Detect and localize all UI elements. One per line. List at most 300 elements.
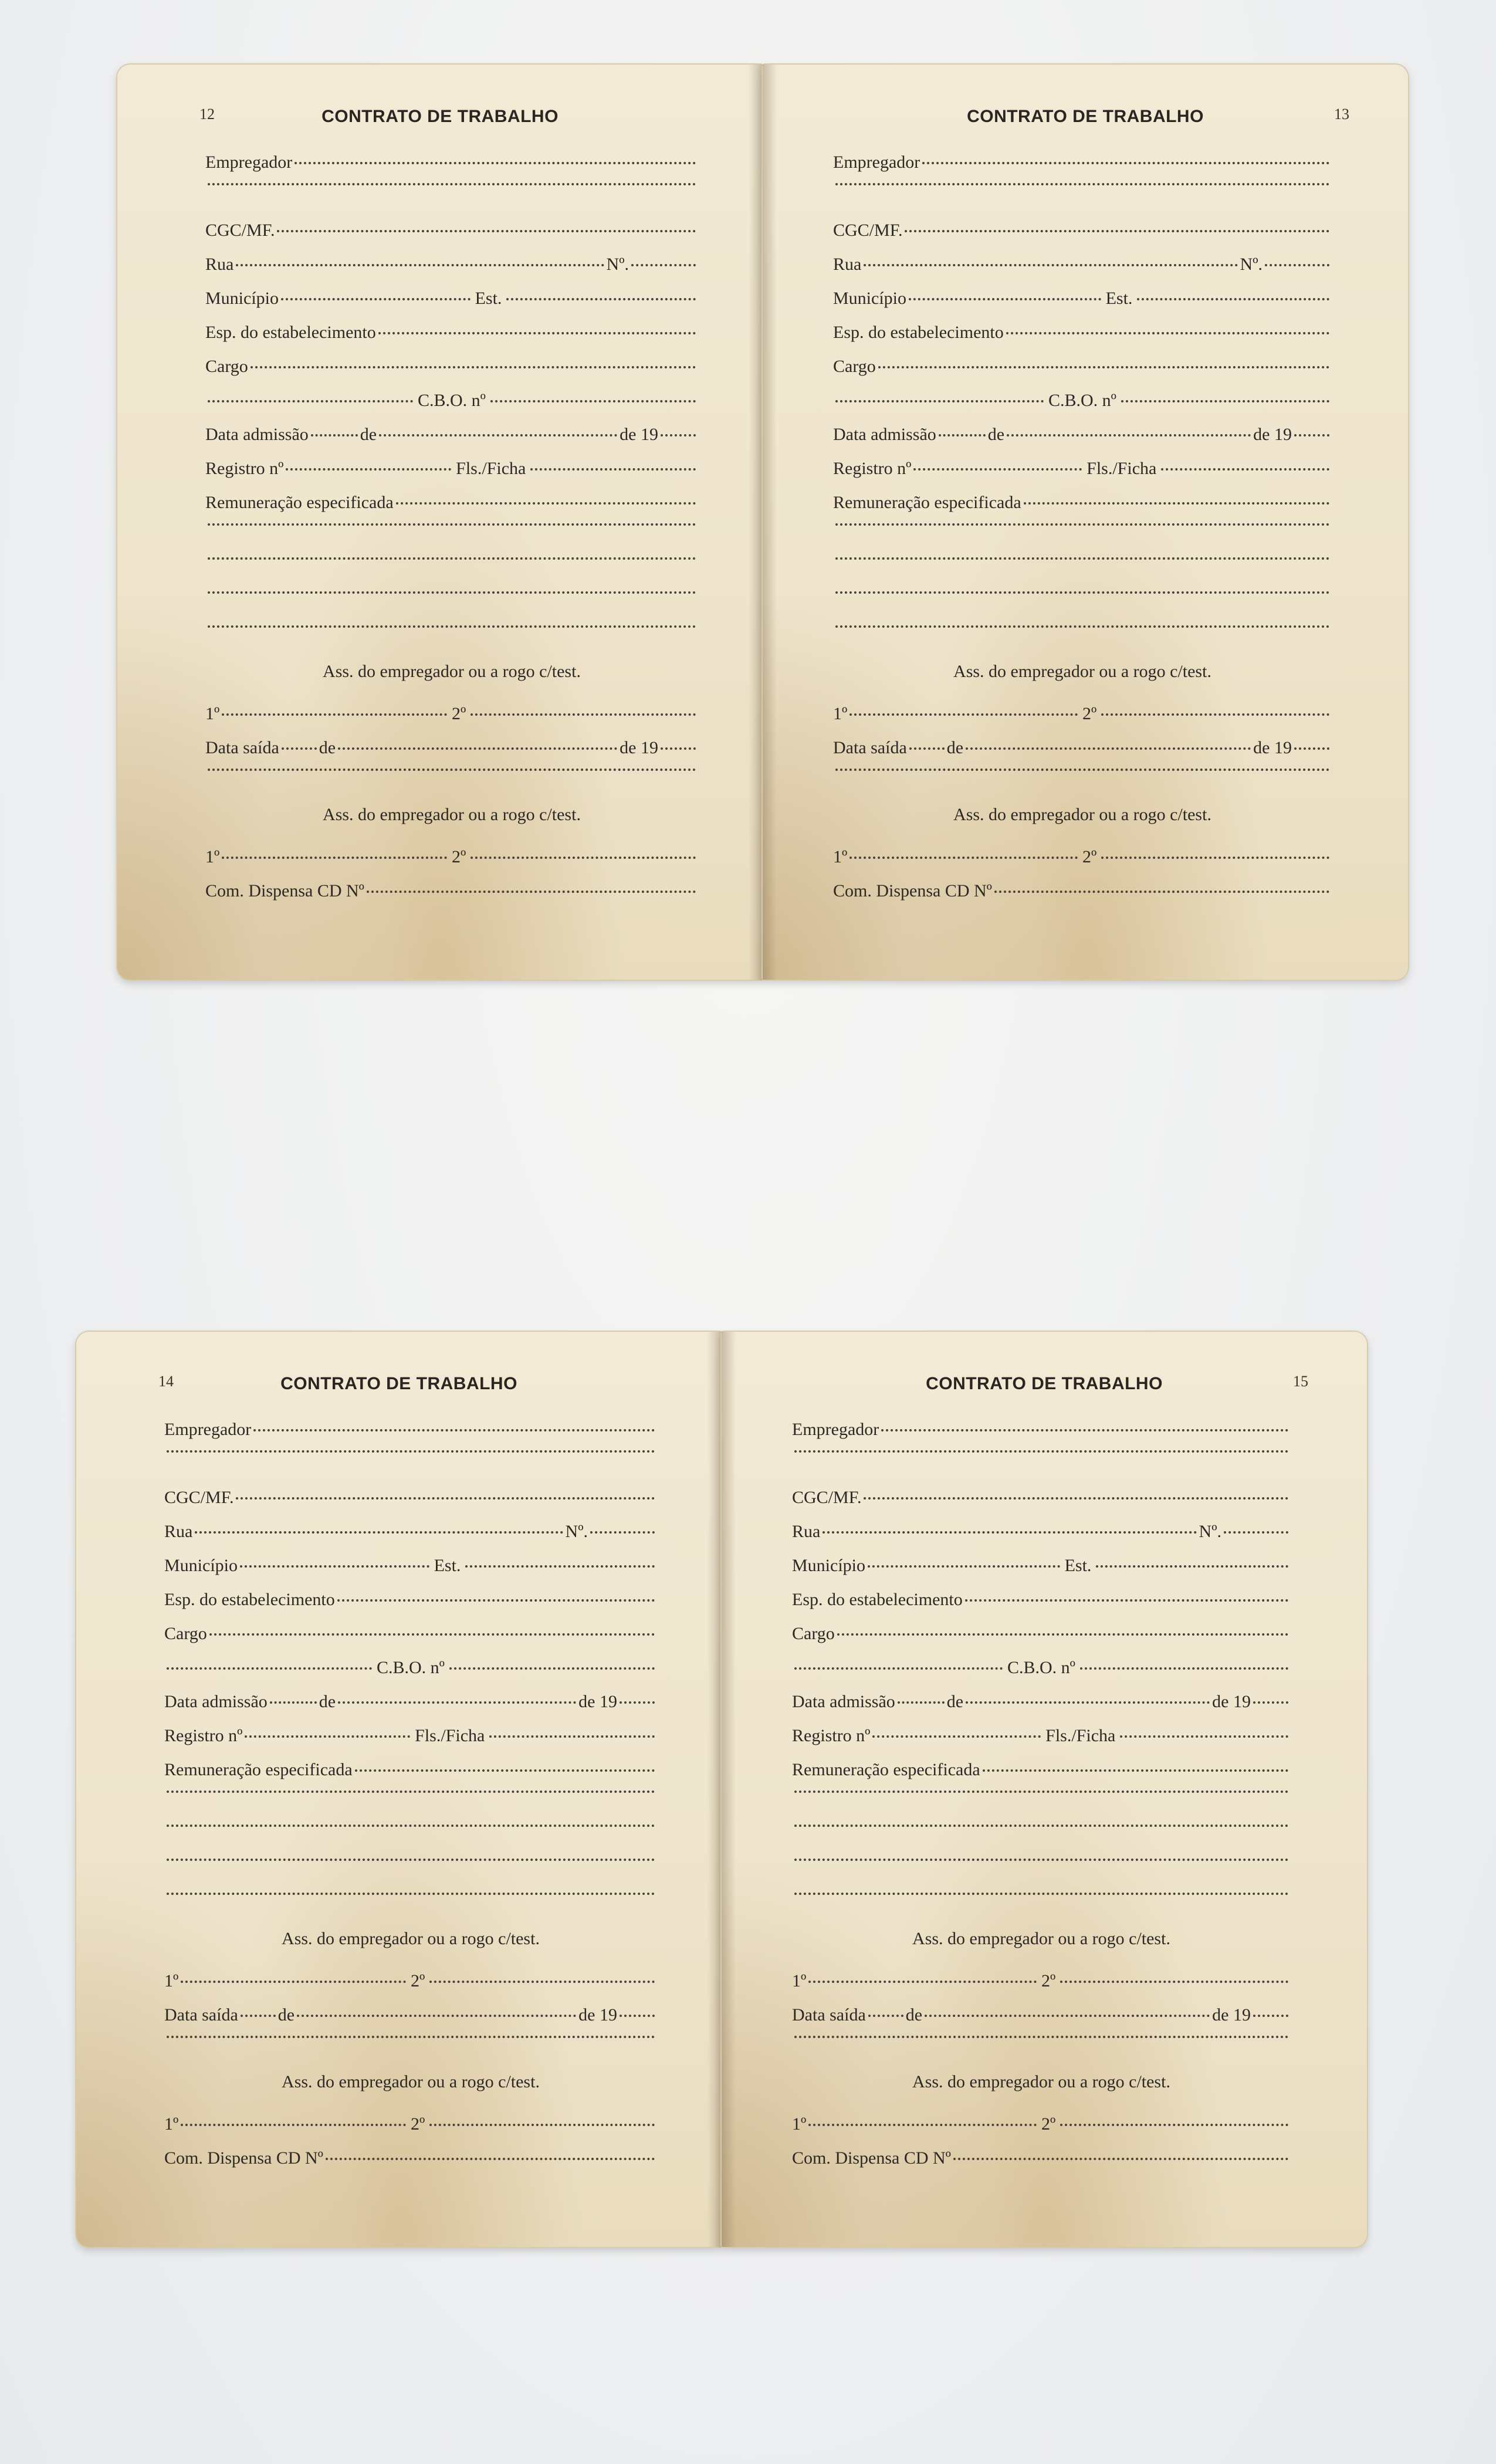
admissao-month-line[interactable]	[1007, 434, 1251, 436]
cargo-line-2[interactable]	[794, 1667, 1003, 1670]
municipio-label: Município	[833, 289, 906, 308]
empregador-field[interactable]	[205, 153, 698, 187]
esp-estabelecimento-line[interactable]	[378, 332, 696, 334]
com-dispensa-line[interactable]	[367, 891, 696, 893]
saida-day-line[interactable]	[909, 747, 945, 750]
numero-line[interactable]	[631, 264, 696, 266]
page-title: CONTRATO DE TRABALHO	[926, 1374, 1163, 1393]
remuneracao-label: Remuneração especificada	[164, 1760, 353, 1779]
data-admissao-field[interactable]	[164, 1692, 657, 1726]
numero-line[interactable]	[590, 1531, 655, 1534]
page-title: CONTRATO DE TRABALHO	[280, 1374, 517, 1393]
rua-line[interactable]	[236, 264, 604, 266]
first-line[interactable]	[849, 713, 1078, 716]
second-label: 2º	[1082, 704, 1097, 723]
empregador-label: Empregador	[833, 153, 920, 172]
remuneracao-label: Remuneração especificada	[833, 493, 1021, 512]
remuneracao-field[interactable]	[833, 493, 1332, 527]
empregador-line[interactable]	[295, 162, 696, 164]
municipio-line[interactable]	[868, 1565, 1060, 1568]
witness-row[interactable]	[792, 1971, 1291, 2005]
signature-line[interactable]	[164, 1896, 657, 1930]
blank-line[interactable]	[794, 1893, 1288, 1895]
de19-label: de 19	[1212, 2005, 1251, 2025]
com-dispensa-label: Com. Dispensa CD Nº	[164, 2148, 323, 2168]
first-label: 1º	[833, 704, 848, 723]
data-admissao-label: Data admissão	[792, 1692, 895, 1711]
municipio-label: Município	[205, 289, 279, 308]
empregador-line-2[interactable]	[167, 1450, 655, 1453]
empregador-continuation[interactable]	[833, 187, 1332, 221]
com-dispensa-field[interactable]	[792, 2148, 1291, 2182]
data-saida-field[interactable]	[792, 2005, 1291, 2039]
municipio-line[interactable]	[240, 1565, 429, 1568]
remuneracao-line-2[interactable]	[205, 527, 698, 561]
empregador-continuation[interactable]	[164, 1454, 657, 1488]
blank-line[interactable]	[794, 1791, 1288, 1793]
cargo-line-2[interactable]	[835, 400, 1044, 402]
contract-form	[205, 153, 698, 915]
empregador-line-2[interactable]	[794, 1450, 1288, 1453]
registro-label: Registro nº	[792, 1726, 871, 1745]
empregador-label: Empregador	[164, 1420, 252, 1439]
rua-field[interactable]	[205, 255, 698, 289]
remuneracao-line-2[interactable]	[164, 1794, 657, 1828]
com-dispensa-field[interactable]	[205, 881, 698, 915]
saida-month-line[interactable]	[925, 2015, 1210, 2017]
cbo-label: C.B.O. nº	[1048, 391, 1116, 410]
registro-line[interactable]	[913, 468, 1082, 471]
de-label: de	[946, 738, 964, 757]
cbo-line[interactable]	[1121, 400, 1329, 402]
witness-row[interactable]	[833, 847, 1332, 881]
cgc-line[interactable]	[905, 230, 1329, 232]
remuneracao-line-3[interactable]	[205, 561, 698, 595]
rua-label: Rua	[205, 255, 234, 274]
admissao-year-line[interactable]	[661, 434, 696, 436]
fls-ficha-label: Fls./Ficha	[415, 1726, 485, 1745]
municipio-field[interactable]	[164, 1556, 657, 1590]
second-line[interactable]	[471, 713, 696, 716]
rua-label: Rua	[792, 1522, 821, 1541]
page-14	[76, 1332, 722, 2247]
de-label: de	[987, 425, 1005, 444]
data-admissao-field[interactable]	[792, 1692, 1291, 1726]
rua-field[interactable]	[833, 255, 1332, 289]
cargo-label: Cargo	[833, 357, 876, 376]
registro-field[interactable]	[164, 1726, 657, 1760]
cgc-line[interactable]	[864, 1497, 1288, 1500]
remuneracao-line-3[interactable]	[164, 1828, 657, 1862]
remuneracao-line-4[interactable]	[164, 1862, 657, 1896]
cargo-field[interactable]	[205, 357, 698, 391]
cargo-label: Cargo	[164, 1624, 207, 1643]
com-dispensa-line[interactable]	[326, 2158, 655, 2160]
fls-ficha-line[interactable]	[489, 1735, 655, 1738]
remuneracao-label: Remuneração especificada	[205, 493, 394, 512]
admissao-year-line[interactable]	[1294, 434, 1329, 436]
rua-line[interactable]	[195, 1531, 563, 1534]
second-label: 2º	[452, 847, 466, 867]
booklet-spread-bottom	[76, 1332, 1367, 2247]
blank-line[interactable]	[835, 523, 1329, 526]
second-label: 2º	[411, 1971, 425, 1991]
esp-estabelecimento-label: Esp. do estabelecimento	[833, 323, 1004, 342]
first-label: 1º	[792, 1971, 807, 1991]
ass-empregador-caption: Ass. do empregador ou a rogo c/test.	[953, 805, 1211, 824]
cgc-label: CGC/MF.	[205, 221, 275, 240]
cbo-label: C.B.O. nº	[418, 391, 486, 410]
page-13	[763, 65, 1408, 980]
de19-label: de 19	[1253, 738, 1292, 757]
blank-line[interactable]	[167, 1893, 655, 1895]
com-dispensa-line[interactable]	[953, 2158, 1288, 2160]
empregador-continuation[interactable]	[792, 1454, 1291, 1488]
registro-field[interactable]	[792, 1726, 1291, 1760]
municipio-line[interactable]	[281, 298, 471, 300]
blank-line[interactable]	[794, 1859, 1288, 1861]
cbo-field[interactable]	[205, 391, 698, 425]
blank-line[interactable]	[835, 625, 1329, 628]
blank-line[interactable]	[835, 591, 1329, 594]
est-line[interactable]	[1137, 298, 1329, 300]
second-line[interactable]	[471, 857, 696, 859]
saida-month-line[interactable]	[297, 2015, 576, 2017]
registro-line[interactable]	[286, 468, 451, 471]
empregador-label: Empregador	[205, 153, 293, 172]
data-saida-field[interactable]	[164, 2005, 657, 2039]
signature-line[interactable]	[792, 1896, 1291, 1930]
empregador-line-2[interactable]	[208, 183, 696, 185]
saida-signature-line[interactable]	[833, 772, 1332, 806]
saida-day-line[interactable]	[282, 747, 317, 750]
page-title: CONTRATO DE TRABALHO	[967, 107, 1204, 126]
municipio-label: Município	[792, 1556, 865, 1575]
cargo-field[interactable]	[833, 357, 1332, 391]
fls-ficha-line[interactable]	[1120, 1735, 1288, 1738]
blank-line[interactable]	[167, 2036, 655, 2038]
cargo-line[interactable]	[837, 1633, 1288, 1636]
empregador-field[interactable]	[164, 1420, 657, 1454]
witness-row[interactable]	[164, 1971, 657, 2005]
registro-label: Registro nº	[164, 1726, 243, 1745]
data-saida-label: Data saída	[205, 738, 279, 757]
ass-empregador-caption: Ass. do empregador ou a rogo c/test.	[323, 662, 581, 681]
saida-month-line[interactable]	[338, 747, 617, 750]
numero-label: Nº.	[606, 255, 629, 274]
second-line[interactable]	[1060, 2124, 1288, 2126]
com-dispensa-field[interactable]	[164, 2148, 657, 2182]
signature-line[interactable]	[833, 629, 1332, 663]
cgc-line[interactable]	[277, 230, 696, 232]
blank-line[interactable]	[794, 2036, 1288, 2038]
remuneracao-line-3[interactable]	[833, 561, 1332, 595]
municipio-field[interactable]	[833, 289, 1332, 323]
esp-estabelecimento-field[interactable]	[792, 1590, 1291, 1624]
ass-empregador-caption: Ass. do empregador ou a rogo c/test.	[912, 1929, 1170, 1948]
saida-year-line[interactable]	[1294, 747, 1329, 750]
cbo-label: C.B.O. nº	[377, 1658, 445, 1677]
data-saida-label: Data saída	[833, 738, 907, 757]
remuneracao-field[interactable]	[205, 493, 698, 527]
fls-ficha-line[interactable]	[530, 468, 696, 471]
remuneracao-line-3[interactable]	[792, 1828, 1291, 1862]
remuneracao-field[interactable]	[164, 1760, 657, 1794]
data-saida-field[interactable]	[205, 738, 698, 772]
empregador-field[interactable]	[833, 153, 1332, 187]
cargo-label: Cargo	[792, 1624, 835, 1643]
empregador-continuation[interactable]	[205, 187, 698, 221]
cargo-line-2[interactable]	[167, 1667, 372, 1670]
esp-estabelecimento-label: Esp. do estabelecimento	[792, 1590, 963, 1609]
saida-year-line[interactable]	[661, 747, 696, 750]
admissao-month-line[interactable]	[966, 1701, 1210, 1704]
empregador-line[interactable]	[922, 162, 1329, 164]
esp-estabelecimento-line[interactable]	[337, 1599, 655, 1602]
municipio-field[interactable]	[205, 289, 698, 323]
est-label: Est.	[1064, 1556, 1092, 1575]
first-line[interactable]	[808, 2124, 1037, 2126]
witness-row[interactable]	[205, 847, 698, 881]
page-title: CONTRATO DE TRABALHO	[321, 107, 559, 126]
second-label: 2º	[452, 704, 466, 723]
first-line[interactable]	[808, 1981, 1037, 1983]
blank-line[interactable]	[835, 557, 1329, 560]
remuneracao-line-2[interactable]	[833, 527, 1332, 561]
blank-line[interactable]	[794, 1825, 1288, 1827]
blank-line[interactable]	[208, 625, 696, 628]
rua-label: Rua	[164, 1522, 193, 1541]
second-label: 2º	[1082, 847, 1097, 867]
numero-label: Nº.	[1199, 1522, 1221, 1541]
contract-form	[833, 153, 1332, 915]
blank-line[interactable]	[208, 523, 696, 526]
data-saida-field[interactable]	[833, 738, 1332, 772]
saida-month-line[interactable]	[966, 747, 1251, 750]
de19-label: de 19	[1212, 1692, 1251, 1711]
first-line[interactable]	[849, 857, 1078, 859]
empregador-line[interactable]	[881, 1429, 1288, 1431]
de-label: de	[360, 425, 377, 444]
saida-signature-line[interactable]	[792, 2039, 1291, 2073]
remuneracao-line[interactable]	[396, 502, 696, 505]
fls-ficha-label: Fls./Ficha	[1087, 459, 1157, 478]
admissao-day-line[interactable]	[898, 1701, 945, 1704]
data-admissao-label: Data admissão	[164, 1692, 268, 1711]
remuneracao-line-4[interactable]	[792, 1862, 1291, 1896]
ass-empregador-caption: Ass. do empregador ou a rogo c/test.	[912, 2072, 1170, 2091]
com-dispensa-label: Com. Dispensa CD Nº	[205, 881, 364, 901]
data-admissao-field[interactable]	[833, 425, 1332, 459]
saida-day-line[interactable]	[241, 2015, 276, 2017]
first-line[interactable]	[181, 1981, 406, 1983]
first-line[interactable]	[181, 2124, 406, 2126]
cbo-label: C.B.O. nº	[1007, 1658, 1075, 1677]
rua-line[interactable]	[864, 264, 1237, 266]
remuneracao-line[interactable]	[1024, 502, 1329, 505]
saida-day-line[interactable]	[868, 2015, 903, 2017]
est-label: Est.	[434, 1556, 461, 1575]
cbo-field[interactable]	[833, 391, 1332, 425]
esp-estabelecimento-field[interactable]	[833, 323, 1332, 357]
est-line[interactable]	[1096, 1565, 1288, 1568]
empregador-line-2[interactable]	[835, 183, 1329, 185]
blank-line[interactable]	[167, 1859, 655, 1861]
ass-empregador-caption: Ass. do empregador ou a rogo c/test.	[323, 805, 581, 824]
de19-label: de 19	[578, 1692, 617, 1711]
first-label: 1º	[164, 1971, 179, 1991]
remuneracao-field[interactable]	[792, 1760, 1291, 1794]
cargo-line[interactable]	[878, 366, 1329, 368]
data-admissao-label: Data admissão	[833, 425, 936, 444]
com-dispensa-line[interactable]	[994, 891, 1329, 893]
remuneracao-line[interactable]	[983, 1769, 1288, 1772]
esp-estabelecimento-line[interactable]	[1006, 332, 1329, 334]
second-line[interactable]	[1060, 1981, 1288, 1983]
admissao-year-line[interactable]	[620, 1701, 655, 1704]
signature-line[interactable]	[205, 629, 698, 663]
cbo-field[interactable]	[164, 1658, 657, 1692]
remuneracao-line-2[interactable]	[792, 1794, 1291, 1828]
remuneracao-line-4[interactable]	[205, 595, 698, 629]
cbo-field[interactable]	[792, 1658, 1291, 1692]
page-number: 13	[1334, 106, 1349, 123]
de-label: de	[905, 2005, 923, 2025]
blank-line[interactable]	[208, 591, 696, 594]
second-label: 2º	[411, 2114, 425, 2134]
cargo-line-2[interactable]	[208, 400, 413, 402]
admissao-month-line[interactable]	[338, 1701, 576, 1704]
witness-row[interactable]	[792, 2114, 1291, 2148]
com-dispensa-field[interactable]	[833, 881, 1332, 915]
rua-field[interactable]	[792, 1522, 1291, 1556]
est-line[interactable]	[465, 1565, 655, 1568]
fls-ficha-line[interactable]	[1161, 468, 1329, 471]
first-label: 1º	[833, 847, 848, 867]
cargo-field[interactable]	[792, 1624, 1291, 1658]
witness-row[interactable]	[833, 704, 1332, 738]
cbo-line[interactable]	[490, 400, 696, 402]
blank-line[interactable]	[208, 769, 696, 771]
cgc-label: CGC/MF.	[792, 1488, 862, 1507]
esp-estabelecimento-label: Esp. do estabelecimento	[164, 1590, 335, 1609]
cgc-field[interactable]	[833, 221, 1332, 255]
page-12	[117, 65, 763, 980]
municipio-field[interactable]	[792, 1556, 1291, 1590]
cargo-field[interactable]	[164, 1624, 657, 1658]
rua-field[interactable]	[164, 1522, 657, 1556]
empregador-field[interactable]	[792, 1420, 1291, 1454]
cgc-field[interactable]	[205, 221, 698, 255]
admissao-day-line[interactable]	[311, 434, 358, 436]
numero-line[interactable]	[1224, 1531, 1288, 1534]
contract-form	[164, 1420, 657, 2182]
fls-ficha-label: Fls./Ficha	[456, 459, 526, 478]
esp-estabelecimento-field[interactable]	[205, 323, 698, 357]
witness-row[interactable]	[164, 2114, 657, 2148]
cargo-label: Cargo	[205, 357, 248, 376]
admissao-day-line[interactable]	[939, 434, 986, 436]
com-dispensa-label: Com. Dispensa CD Nº	[833, 881, 992, 901]
empregador-line[interactable]	[253, 1429, 655, 1431]
page-number: 12	[199, 106, 215, 123]
admissao-year-line[interactable]	[1253, 1701, 1288, 1704]
blank-line[interactable]	[835, 769, 1329, 771]
rua-line[interactable]	[823, 1531, 1196, 1534]
registro-line[interactable]	[245, 1735, 410, 1738]
first-line[interactable]	[222, 857, 447, 859]
saida-year-line[interactable]	[620, 2015, 655, 2017]
saida-signature-line[interactable]	[205, 772, 698, 806]
second-line[interactable]	[429, 1981, 655, 1983]
data-admissao-field[interactable]	[205, 425, 698, 459]
cgc-label: CGC/MF.	[833, 221, 903, 240]
numero-line[interactable]	[1265, 264, 1329, 266]
cgc-line[interactable]	[236, 1497, 655, 1500]
page-number: 14	[158, 1373, 174, 1390]
second-label: 2º	[1041, 1971, 1056, 1991]
numero-label: Nº.	[1240, 255, 1263, 274]
municipio-line[interactable]	[909, 298, 1101, 300]
first-line[interactable]	[222, 713, 447, 716]
de-label: de	[946, 1692, 964, 1711]
ass-empregador-caption: Ass. do empregador ou a rogo c/test.	[953, 662, 1211, 681]
esp-estabelecimento-field[interactable]	[164, 1590, 657, 1624]
cargo-line[interactable]	[251, 366, 696, 368]
witness-row[interactable]	[205, 704, 698, 738]
registro-field[interactable]	[833, 459, 1332, 493]
second-line[interactable]	[429, 2124, 655, 2126]
registro-line[interactable]	[872, 1735, 1041, 1738]
contract-form	[792, 1420, 1291, 2182]
cgc-field[interactable]	[164, 1488, 657, 1522]
cbo-line[interactable]	[449, 1667, 655, 1670]
blank-line[interactable]	[208, 557, 696, 560]
empregador-label: Empregador	[792, 1420, 879, 1439]
second-line[interactable]	[1101, 857, 1329, 859]
com-dispensa-label: Com. Dispensa CD Nº	[792, 2148, 951, 2168]
de-label: de	[277, 2005, 295, 2025]
blank-line[interactable]	[167, 1825, 655, 1827]
est-line[interactable]	[506, 298, 696, 300]
cbo-line[interactable]	[1080, 1667, 1288, 1670]
registro-label: Registro nº	[833, 459, 912, 478]
cargo-line[interactable]	[209, 1633, 655, 1636]
saida-year-line[interactable]	[1253, 2015, 1288, 2017]
first-label: 1º	[164, 2114, 179, 2134]
second-line[interactable]	[1101, 713, 1329, 716]
data-admissao-label: Data admissão	[205, 425, 309, 444]
de-label: de	[319, 1692, 336, 1711]
data-saida-label: Data saída	[164, 2005, 238, 2025]
est-label: Est.	[475, 289, 502, 308]
saida-signature-line[interactable]	[164, 2039, 657, 2073]
ass-empregador-caption: Ass. do empregador ou a rogo c/test.	[282, 1929, 540, 1948]
booklet-spread-top	[117, 65, 1408, 980]
remuneracao-line-4[interactable]	[833, 595, 1332, 629]
rua-label: Rua	[833, 255, 862, 274]
blank-line[interactable]	[167, 1791, 655, 1793]
esp-estabelecimento-label: Esp. do estabelecimento	[205, 323, 376, 342]
cgc-field[interactable]	[792, 1488, 1291, 1522]
admissao-day-line[interactable]	[270, 1701, 317, 1704]
esp-estabelecimento-line[interactable]	[965, 1599, 1288, 1602]
remuneracao-line[interactable]	[355, 1769, 655, 1772]
ass-empregador-caption: Ass. do empregador ou a rogo c/test.	[282, 2072, 540, 2091]
registro-label: Registro nº	[205, 459, 284, 478]
admissao-month-line[interactable]	[379, 434, 617, 436]
registro-field[interactable]	[205, 459, 698, 493]
